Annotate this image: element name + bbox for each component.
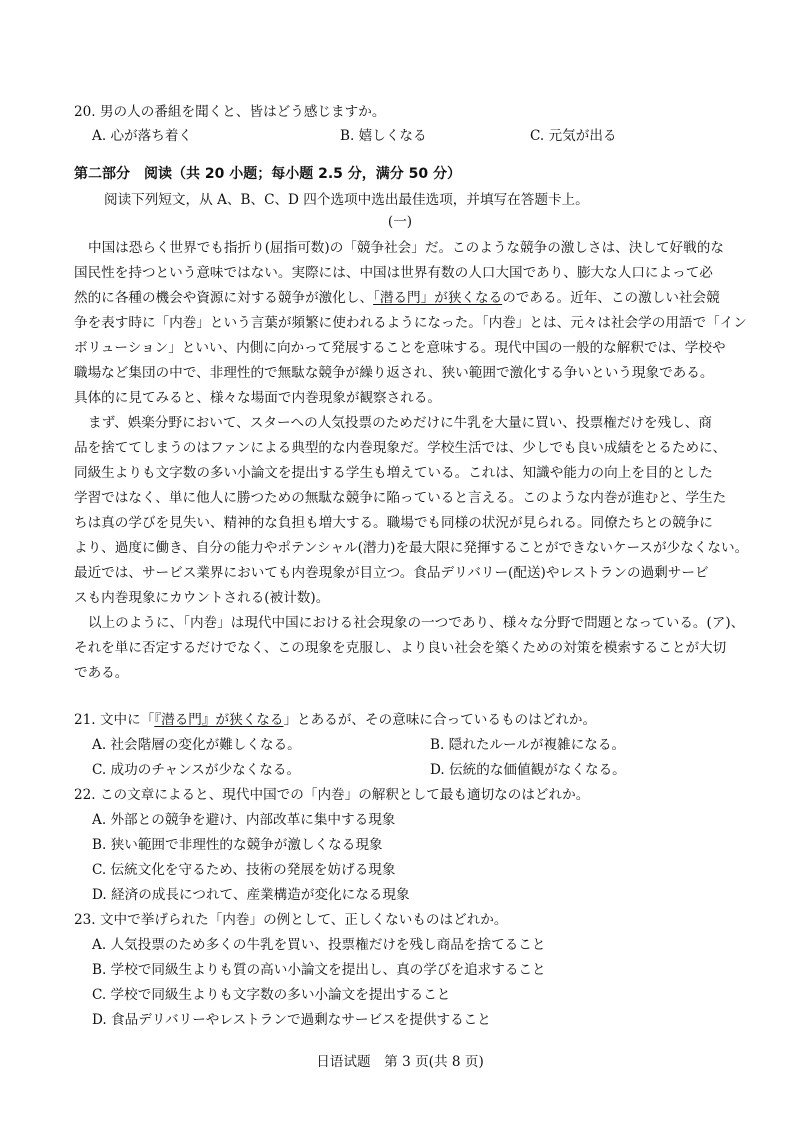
q23-option-a: A. 人気投票のため多くの牛乳を買い、投票権だけを残し商品を捨てること [92, 937, 546, 953]
q21-stem-underlined: 『潜る門』が狭くなる [154, 712, 284, 728]
passage-p2-line-4: 学習ではなく、単に他人に勝つための無駄な競争に陥っていると言える。このような内巻が進むと、学生た [74, 490, 727, 506]
q21-option-a: A. 社会階層の変化が難しくなる。 [92, 737, 301, 753]
q22-option-c: C. 伝統文化を守るため、技術の発展を妨げる現象 [92, 862, 396, 878]
q20-option-b: B. 嬉しくなる [340, 128, 427, 144]
q21-option-c: C. 成功のチャンスが少なくなる。 [92, 762, 301, 778]
q21-option-d: D. 伝統的な価値観がなくなる。 [430, 762, 626, 778]
passage-p1-line-5: ボリューション」といい、内側に向かって発展することを意味する。現代中国の一般的な解釈では、学校や [74, 340, 726, 356]
q22-stem: 22. この文章によると、現代中国での「内巻」の解釈として最も適切なのはどれか。 [74, 787, 590, 803]
passage-p2-line-2: 品を捨ててしまうのはファンによる典型的な内巻現象だ。学校生活では、少しでも良い成績をとるために、 [74, 440, 727, 456]
q23-option-b: B. 学校で同級生よりも質の高い小論文を提出し、真の学びを追求すること [92, 962, 546, 978]
passage-p1-line-3-end: のである。近年、この激しい社会競 [502, 290, 720, 306]
passage-p1-line-7: 具体的に見てみると、様々な場面で内巻現象が観察される。 [74, 390, 442, 406]
passage-p2-line-3: 同級生よりも文字数の多い小論文を提出する学生も増えている。これは、知識や能力の向上を目的とした [74, 465, 713, 481]
passage-p1-line-6: 職場など集団の中で、非理性的で無駄な競争が繰り返され、狭い範囲で激化する争いという現象である。 [74, 365, 714, 381]
q21-stem-suffix: 」とあるが、その意味に合っているものはどれか。 [283, 712, 597, 728]
part2-instruction: 阅读下列短文，从 A、B、C、D 四个选项中选出最佳选项，并填写在答题卡上。 [104, 192, 589, 208]
passage-p1-line-4: 争を表す時に「内巻」という言葉が頻繁に使われるようになった。「内巻」とは、元々は社会学の用語で「イン [74, 315, 747, 331]
passage-p3-line-3: である。 [74, 665, 129, 681]
page-footer: 日语试题 第 3 页(共 8 页) [316, 1054, 484, 1070]
passage-p1-line-2: 国民性を持つという意味ではない。実際には、中国は世界有数の人口大国であり、膨大な人口によって必 [74, 265, 713, 281]
part2-heading: 第二部分 阅读（共 20 小题；每小题 2.5 分，满分 50 分） [74, 166, 462, 182]
q20-option-a: A. 心が落ち着く [92, 128, 193, 144]
q23-option-c: C. 学校で同級生よりも文字数の多い小論文を提出すること [92, 987, 451, 1003]
passage-p3-line-1: 以上のように、「内巻」は現代中国における社会現象の一つであり、様々な分野で問題となっている。(ア)、 [88, 615, 745, 631]
q22-option-b: B. 狭い範囲で非理性的な競争が激しくなる現象 [92, 837, 383, 853]
q23-stem: 23. 文中で挙げられた「内巻」の例として、正しくないものはどれか。 [74, 912, 508, 928]
passage-p1-line-3 [74, 288, 720, 308]
q23-option-d: D. 食品デリバリーやレストランで過剰なサービスを提供すること [92, 1012, 491, 1028]
q21-option-b: B. 隠れたルールが複雑になる。 [430, 737, 626, 753]
passage-p2-line-5: ちは真の学びを見失い、精神的な負担も増大する。職場でも同様の状況が見られる。同僚たちとの競争に [74, 515, 713, 531]
passage-p2-line-1: まず、娯楽分野において、スターへの人気投票のためだけに牛乳を大量に買い、投票権だけを残し、商 [88, 415, 712, 431]
underlined-phrase: 「潜る門」が狭くなる [373, 290, 503, 306]
passage-p2-line-7: 最近では、サービス業界においても内巻現象が目立つ。食品デリバリー(配送)やレストランの過剰サービ [74, 565, 709, 581]
q21-stem [74, 710, 596, 730]
passage-p1-line-3-start: 然的に各種の機会や資源に対する競争が激化し、 [74, 290, 374, 306]
q20-stem: 20. 男の人の番組を聞くと、皆はどう感じますか。 [74, 104, 386, 120]
q22-option-a: A. 外部との競争を避け、内部改革に集中する現象 [92, 812, 396, 828]
q20-option-c: C. 元気が出る [530, 128, 617, 144]
passage-p1-line-1: 中国は恐らく世界でも指折り(屈指可数)の「競争社会」だ。このような競争の激しさは、決して好戦的な [88, 240, 724, 256]
q22-option-d: D. 経済の成長につれて、産業構造が変化になる現象 [92, 887, 410, 903]
section-number: (一) [387, 214, 413, 230]
passage-p2-line-6: より、過度に働き、自分の能力やポテンシャル(潜力)を最大限に発揮することができないケースが少なくない。 [74, 540, 749, 556]
passage-p2-line-8: スも内巻現象にカウントされる(被计数)。 [74, 590, 330, 606]
passage-p3-line-2: それを単に否定するだけでなく、この現象を克服し、より良い社会を築くための対策を模索することが大切 [74, 640, 727, 656]
q21-stem-prefix: 21. 文中に「 [74, 712, 155, 728]
